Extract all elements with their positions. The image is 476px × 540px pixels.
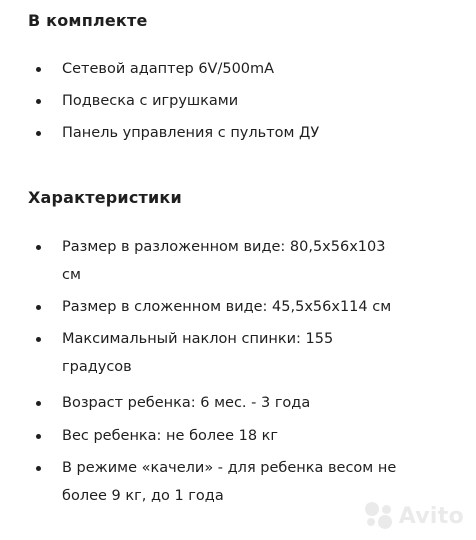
list-item-text: Панель управления с пультом ДУ	[62, 125, 320, 141]
list-item-line: Максимальный наклон спинки: 155	[62, 331, 334, 347]
section-title-complect: В комплекте	[28, 11, 148, 30]
list-item-line: В режиме «качели» - для ребенка весом не	[62, 460, 397, 476]
list-item-text	[62, 325, 422, 381]
list-item-line: Возраст ребенка: 6 мес. - 3 года	[62, 395, 311, 411]
list-item-line: более 9 кг, до 1 года	[62, 488, 224, 504]
section-title-specs: Характеристики	[28, 188, 182, 207]
list-item-line: градусов	[62, 359, 132, 375]
list-item-text	[62, 233, 422, 289]
list-item-line: Размер в разложенном виде: 80,5х56х103	[62, 239, 386, 255]
avito-logo-icon	[365, 502, 395, 530]
bullet-icon	[36, 131, 41, 136]
bullet-icon	[36, 67, 41, 72]
list-item-text: Сетевой адаптер 6V/500mA	[62, 61, 275, 77]
avito-watermark	[365, 502, 464, 530]
bullet-icon	[36, 99, 41, 104]
list-item-text: Подвеска с игрушками	[62, 93, 239, 109]
list-item-text	[62, 293, 422, 321]
watermark-text: Avito	[398, 503, 464, 529]
list-item-text	[62, 389, 422, 417]
bullet-icon	[36, 337, 41, 342]
bullet-icon	[36, 245, 41, 250]
list-item-line: Вес ребенка: не более 18 кг	[62, 428, 279, 444]
bullet-icon	[36, 305, 41, 310]
list-item-line: Размер в сложенном виде: 45,5х56х114 см	[62, 299, 392, 315]
list-item-text	[62, 422, 422, 450]
bullet-icon	[36, 401, 41, 406]
bullet-icon	[36, 434, 41, 439]
bullet-icon	[36, 466, 41, 471]
list-item-line: см	[62, 267, 81, 283]
